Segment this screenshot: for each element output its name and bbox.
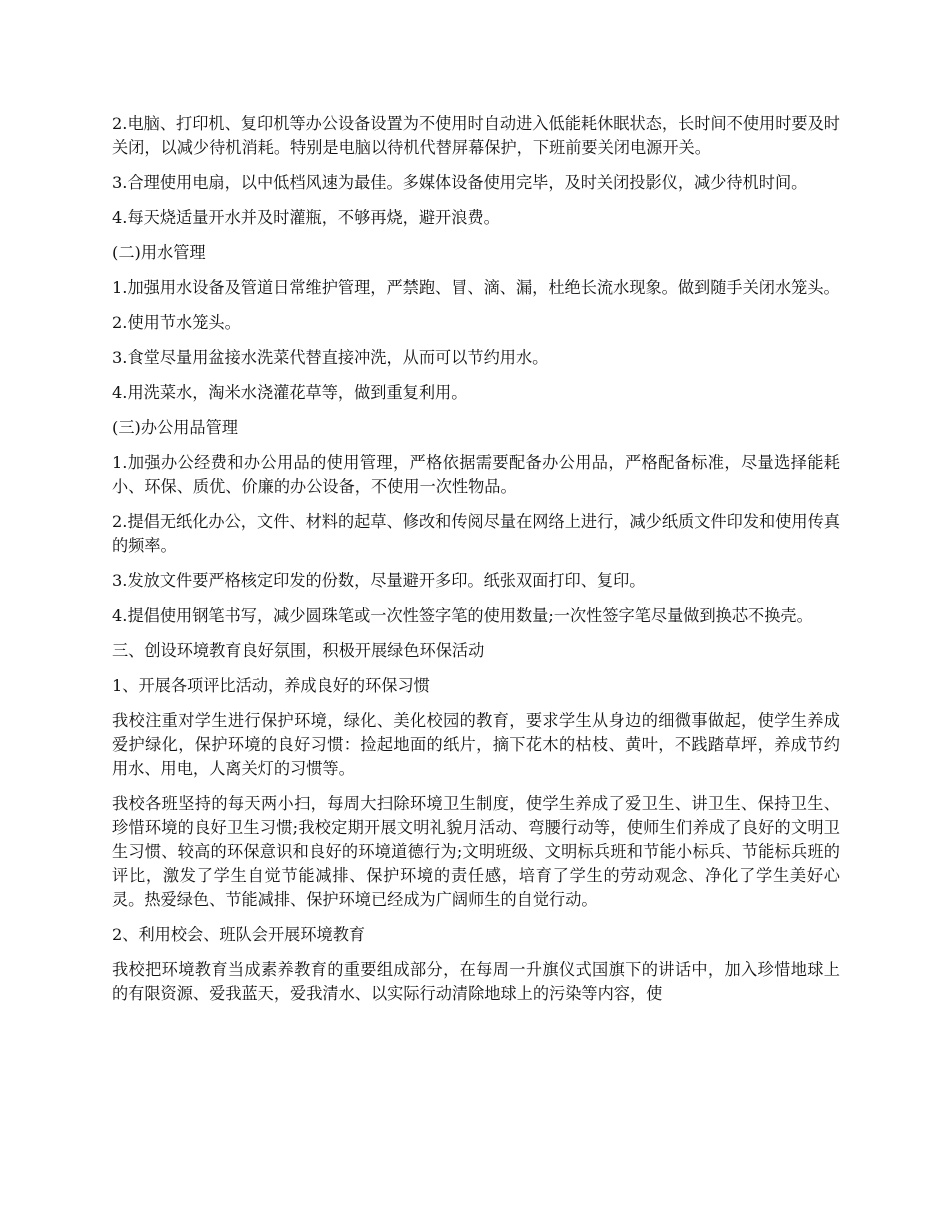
paragraph-office-equipment-standby: 2.电脑、打印机、复印机等办公设备设置为不使用时自动进入低能耗休眠状态，长时间不使用时要及时关闭，以减少待机消耗。特别是电脑以待机代替屏幕保护，下班前要关闭电源开关。 xyxy=(112,114,840,157)
paragraph-boil-water: 4.每天烧适量开水并及时灌瓶，不够再烧，避开浪费。 xyxy=(112,208,500,227)
paragraph-water-reuse: 4.用洗菜水，淘米水浇灌花草等，做到重复利用。 xyxy=(112,383,468,402)
heading-office-supplies: (三)办公用品管理 xyxy=(112,418,238,437)
paragraph-pen-usage: 4.提倡使用钢笔书写，减少圆珠笔或一次性签字笔的使用数量;一次性签字笔尽量做到换芯不换壳。 xyxy=(112,606,813,625)
paragraph-environment-education: 我校注重对学生进行保护环境，绿化、美化校园的教育，要求学生从身边的细微事做起，使学生养成爱护绿化，保护环境的良好习惯：捡起地面的纸片，摘下花木的枯枝、黄叶，不践踏草坪，养成节约用水、用电，人离关灯的习惯等。 xyxy=(112,711,840,778)
paragraph-fan-multimedia: 3.合理使用电扇，以中低档风速为最佳。多媒体设备使用完毕，及时关闭投影仪，减少待机时间。 xyxy=(112,173,808,192)
paragraph-class-cleaning: 我校各班坚持的每天两小扫，每周大扫除环境卫生制度，使学生养成了爱卫生、讲卫生、保持卫生、珍惜环境的良好卫生习惯;我校定期开展文明礼貌月活动、弯腰行动等，使师生们养成了良好的文明卫生习惯、较高的环保意识和良好的环境道德行为;文明班级、文明标兵班和节能小标兵、节能标兵班的评比，激发了学生自觉节能减排、保护环境的责任感，培育了学生的劳动观念、净化了学生美好心灵。热爱绿色、节能减排、保护环境已经成为广阔师生的自觉行动。 xyxy=(112,794,840,909)
heading-evaluation-activities: 1、开展各项评比活动，养成良好的环保习惯 xyxy=(112,676,430,695)
heading-water-management: (二)用水管理 xyxy=(112,243,206,262)
paragraph-office-funds: 1.加强办公经费和办公用品的使用管理，严格依据需要配备办公用品，严格配备标准，尽量选择能耗小、环保、质优、价廉的办公设备，不使用一次性物品。 xyxy=(112,453,840,496)
paragraph-printing-copies: 3.发放文件要严格核定印发的份数，尽量避开多印。纸张双面打印、复印。 xyxy=(112,571,646,590)
document-body xyxy=(112,112,840,1017)
paragraph-flag-ceremony: 我校把环境教育当成素养教育的重要组成部分，在每周一升旗仪式国旗下的讲话中，加入珍惜地球上的有限资源、爱我蓝天，爱我清水、以实际行动清除地球上的污染等内容，使 xyxy=(112,960,840,1003)
paragraph-paperless-office: 2.提倡无纸化办公，文件、材料的起草、修改和传阅尽量在网络上进行，减少纸质文件印发和使用传真的频率。 xyxy=(112,512,840,555)
paragraph-canteen-water: 3.食堂尽量用盆接水洗菜代替直接冲洗，从而可以节约用水。 xyxy=(112,348,549,367)
heading-section-three: 三、创设环境教育良好氛围，积极开展绿色环保活动 xyxy=(112,641,485,660)
paragraph-water-maintenance: 1.加强用水设备及管道日常维护管理，严禁跑、冒、滴、漏，杜绝长流水现象。做到随手关闭水笼头。 xyxy=(112,278,840,297)
paragraph-water-saving-tap: 2.使用节水笼头。 xyxy=(112,313,241,332)
heading-school-meetings: 2、利用校会、班队会开展环境教育 xyxy=(112,925,366,944)
